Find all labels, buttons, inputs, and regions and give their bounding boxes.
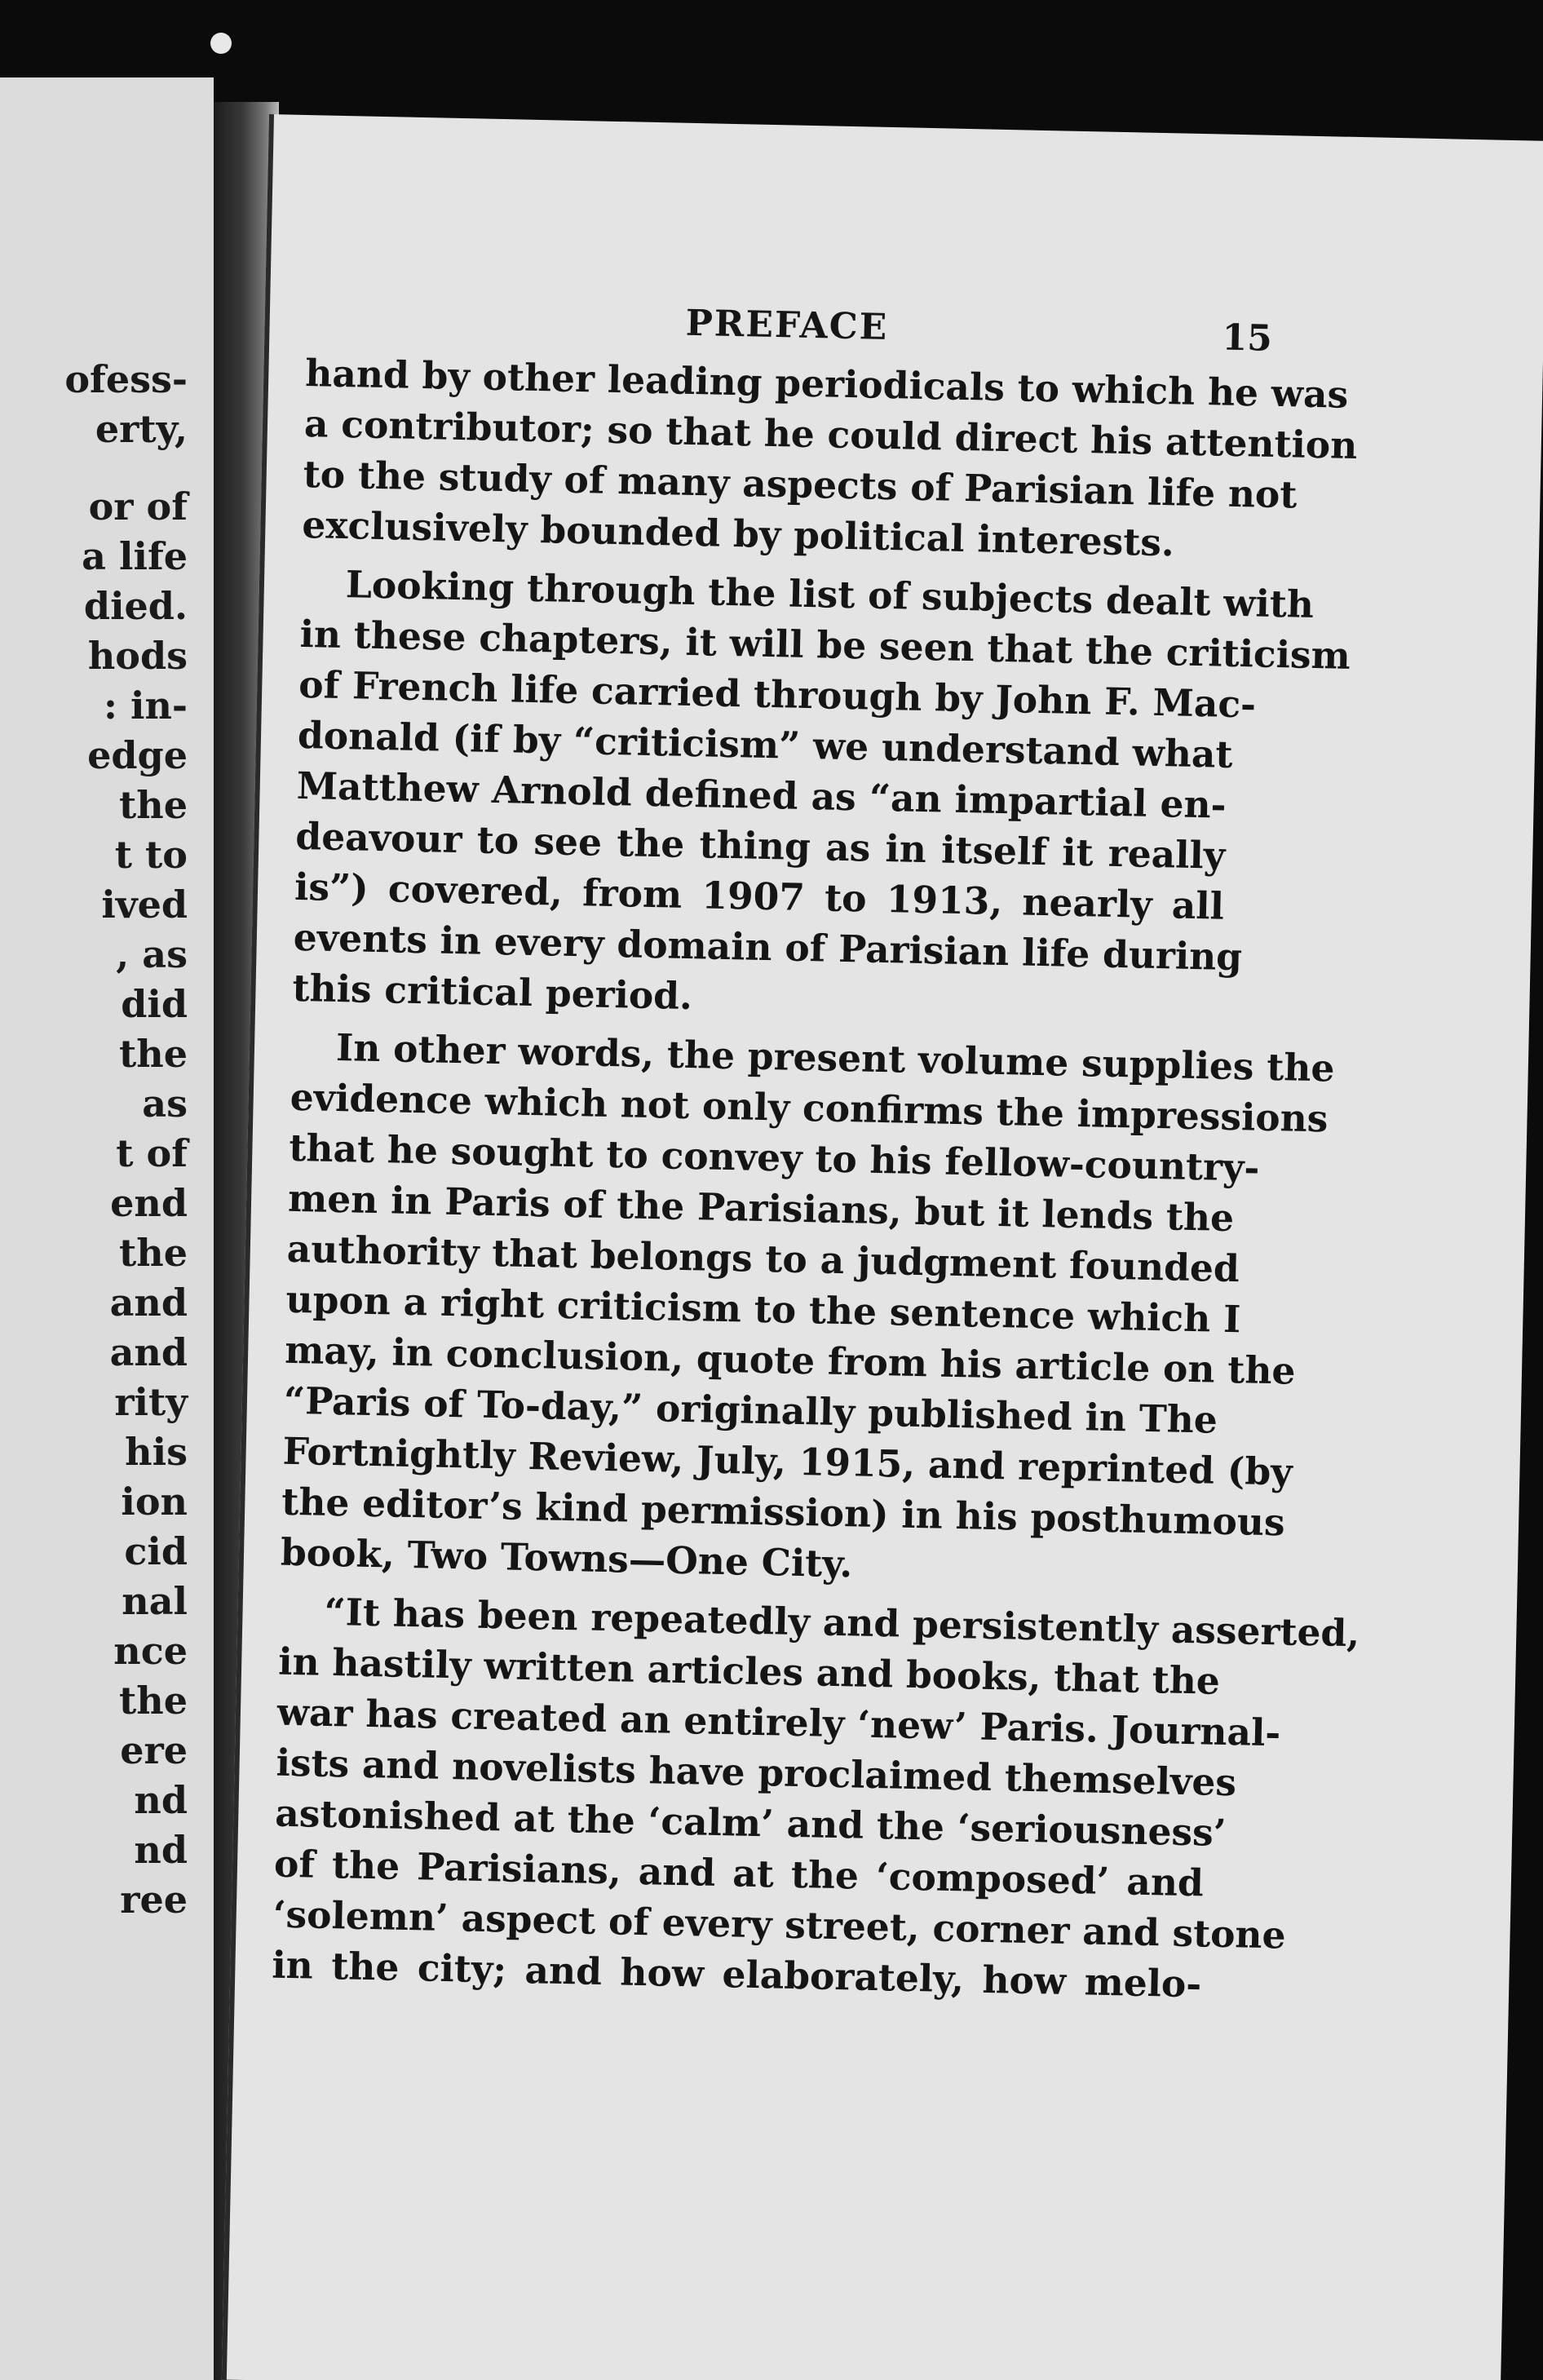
text-line: this critical period. [292, 965, 693, 1019]
left-fragment: ived [101, 883, 188, 927]
left-page-text-fragments [0, 355, 188, 1925]
text-line: in hastily written articles and books, that the [277, 1639, 1221, 1703]
text-line: “Paris of To-day,” originally published in The [283, 1378, 1218, 1442]
text-line: ‘solemn’ aspect of every street, corner and stone [272, 1891, 1287, 1958]
text-line: ists and novelists have proclaimed themselves [276, 1740, 1237, 1805]
text-line: upon a right criticism to the sentence which I [285, 1276, 1241, 1342]
left-fragment: nd [134, 1828, 188, 1872]
left-fragment: and [109, 1281, 188, 1325]
left-fragment: as [142, 1082, 188, 1126]
paragraph [292, 558, 1351, 1033]
left-fragment: , as [116, 932, 188, 976]
left-fragment: the [119, 1231, 188, 1275]
page-number: 15 [1221, 316, 1273, 360]
left-fragment: edge [87, 733, 188, 777]
text-line: astonished at the ‘calm’ and the ‘seriousness’ [274, 1790, 1227, 1856]
left-fragment: his [125, 1430, 188, 1474]
left-fragment: the [119, 783, 188, 827]
left-fragment: nce [113, 1629, 188, 1673]
left-fragment: : in- [103, 683, 188, 728]
left-fragment: t of [116, 1131, 188, 1175]
left-fragment: or of [88, 484, 188, 529]
text-line: war has created an entirely ‘new’ Paris. Journal- [276, 1689, 1281, 1755]
left-fragment: ofess- [64, 357, 188, 401]
left-fragment: cid [124, 1529, 188, 1573]
dust-speck [210, 33, 232, 54]
left-fragment: and [109, 1330, 188, 1374]
running-head-title: PREFACE [685, 302, 889, 348]
text-line: in the city; and how elaborately, how melo- [271, 1942, 1202, 2006]
left-fragment: nd [134, 1778, 188, 1822]
paragraph [280, 1021, 1335, 1597]
text-line: Fortnightly Review, July, 1915, and reprinted (by [282, 1428, 1293, 1494]
paragraph [271, 1586, 1360, 2010]
left-fragment: end [110, 1181, 188, 1225]
left-fragment: rity [114, 1380, 188, 1424]
text-line: exclusively bounded by political interests. [301, 502, 1175, 565]
left-facing-page [0, 77, 214, 2380]
text-line: In other words, the present volume supplies the [335, 1024, 1335, 1090]
text-line: a contributor; so that he could direct his attention [303, 400, 1358, 468]
text-line: book, Two Towns—One City. [280, 1529, 853, 1586]
text-line: to the study of many aspects of Parisian life not [303, 451, 1298, 517]
left-fragment: did [121, 982, 188, 1026]
text-line: authority that belongs to a judgment founded [286, 1226, 1240, 1291]
right-page [222, 114, 1543, 2380]
left-fragment: ree [120, 1878, 188, 1922]
page-content [227, 114, 1543, 2380]
left-fragment: a life [82, 534, 188, 578]
body-text [271, 347, 1360, 2017]
text-line: Matthew Arnold defined as “an impartial en- [296, 763, 1227, 827]
text-line: Looking through the list of subjects dealt with [345, 562, 1315, 626]
text-line: in these chapters, it will be seen that the criticism [299, 611, 1351, 678]
left-fragment: t to [114, 833, 188, 877]
text-line: evidence which not only confirms the impressions [290, 1074, 1329, 1141]
text-line: of the Parisians, and at the ‘composed’ and [273, 1841, 1205, 1905]
text-line: the editor’s kind permission) in his posthumous [281, 1479, 1286, 1545]
text-line: may, in conclusion, quote from his article on the [284, 1327, 1296, 1393]
left-fragment: hods [87, 634, 188, 678]
left-fragment: the [119, 1679, 188, 1723]
text-line: is”) covered, from 1907 to 1913, nearly all [294, 864, 1225, 928]
left-fragment: ion [121, 1480, 188, 1524]
left-fragment: nal [122, 1579, 188, 1623]
left-fragment: erty, [95, 407, 188, 451]
paragraph [301, 347, 1358, 569]
text-line: “It has been repeatedly and persistently asserted, [324, 1589, 1360, 1656]
left-fragment: ere [120, 1728, 188, 1772]
text-line: events in every domain of Parisian life during [293, 914, 1243, 980]
text-line: that he sought to convey to his fellow-country- [288, 1125, 1260, 1190]
left-fragment: the [119, 1032, 188, 1076]
text-line: men in Paris of the Parisians, but it lends the [287, 1175, 1235, 1241]
text-line: donald (if by “criticism” we understand what [297, 712, 1234, 776]
left-fragment: died. [83, 584, 188, 628]
text-line: of French life carried through by John F. Mac- [298, 661, 1257, 727]
text-line: hand by other leading periodicals to which he was [304, 351, 1349, 417]
text-line: deavour to see the thing as in itself it really [294, 813, 1226, 878]
